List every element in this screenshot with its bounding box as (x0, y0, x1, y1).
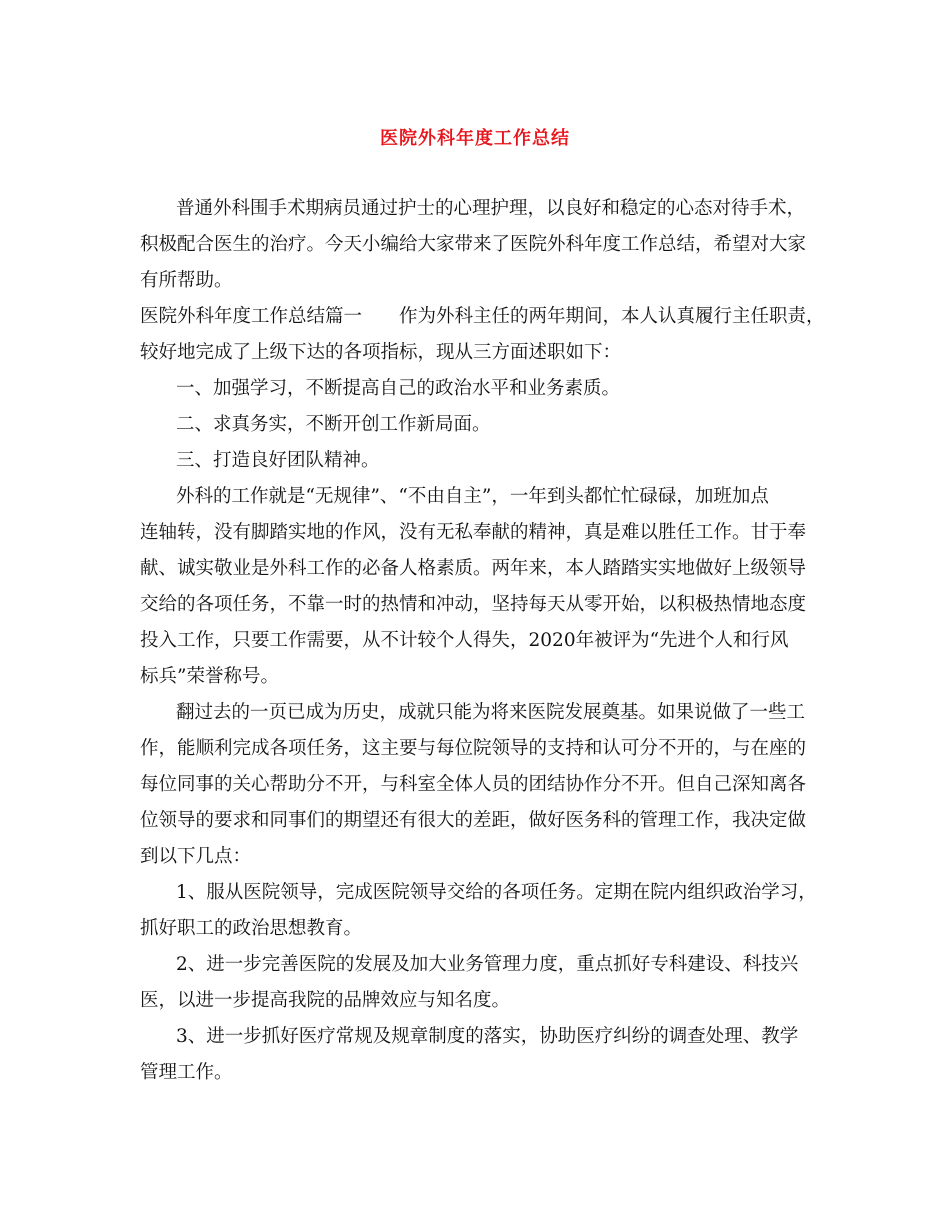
text-line: 三、打造良好团队精神。 (176, 450, 380, 471)
text-line: 标兵”荣誉称号。 (140, 666, 279, 687)
text-line: 连轴转，没有脚踏实地的作风，没有无私奉献的精神，真是难以胜任工作。甘于奉 (140, 522, 807, 543)
text-line: 医，以进一步提高我院的品牌效应与知名度。 (140, 990, 511, 1011)
text-line: 献、诚实敬业是外科工作的必备人格素质。两年来，本人踏踏实实地做好上级领导 (140, 558, 807, 579)
text-line: 作，能顺利完成各项任务，这主要与每位院领导的支持和认可分不开的，与在座的 (140, 738, 807, 759)
text-line: 投入工作，只要工作需要，从不计较个人得失，2020年被评为“先进个人和行风 (140, 630, 789, 651)
text-line: 积极配合医生的治疗。今天小编给大家带来了医院外科年度工作总结，希望对大家 (140, 234, 807, 255)
text-line: 翻过去的一页已成为历史，成就只能为将来医院发展奠基。如果说做了一些工 (176, 702, 806, 723)
text-line: 一、加强学习，不断提高自己的政治水平和业务素质。 (176, 378, 621, 399)
text-line: 抓好职工的政治思想教育。 (140, 918, 363, 939)
text-line: 管理工作。 (140, 1062, 233, 1083)
text-line: 位领导的要求和同事们的期望还有很大的差距，做好医务科的管理工作，我决定做 (140, 810, 807, 831)
text-line: 到以下几点： (140, 846, 252, 867)
text-line: 2、进一步完善医院的发展及加大业务管理力度，重点抓好专科建设、科技兴 (176, 954, 799, 975)
text-line: 二、求真务实，不断开创工作新局面。 (176, 414, 491, 435)
text-line: 普通外科围手术期病员通过护士的心理护理，以良好和稳定的心态对待手术， (176, 198, 806, 219)
text-line: 外科的工作就是“无规律”、“不由自主”，一年到头都忙忙碌碌，加班加点 (176, 486, 769, 507)
text-line: 交给的各项任务，不靠一时的热情和冲动，坚持每天从零开始，以积极热情地态度 (140, 594, 807, 615)
text-line: 较好地完成了上级下达的各项指标，现从三方面述职如下： (140, 342, 622, 363)
text-line: 3、进一步抓好医疗常规及规章制度的落实，协助医疗纠纷的调查处理、教学 (176, 1026, 799, 1047)
text-line: 有所帮助。 (140, 270, 233, 291)
text-line: 医院外科年度工作总结篇一 作为外科主任的两年期间，本人认真履行主任职责， (140, 306, 825, 327)
text-line: 1、服从医院领导，完成医院领导交给的各项任务。定期在院内组织政治学习， (176, 882, 817, 903)
document-title: 医院外科年度工作总结 (380, 128, 570, 149)
text-line: 每位同事的关心帮助分不开，与科室全体人员的团结协作分不开。但自己深知离各 (140, 774, 807, 795)
